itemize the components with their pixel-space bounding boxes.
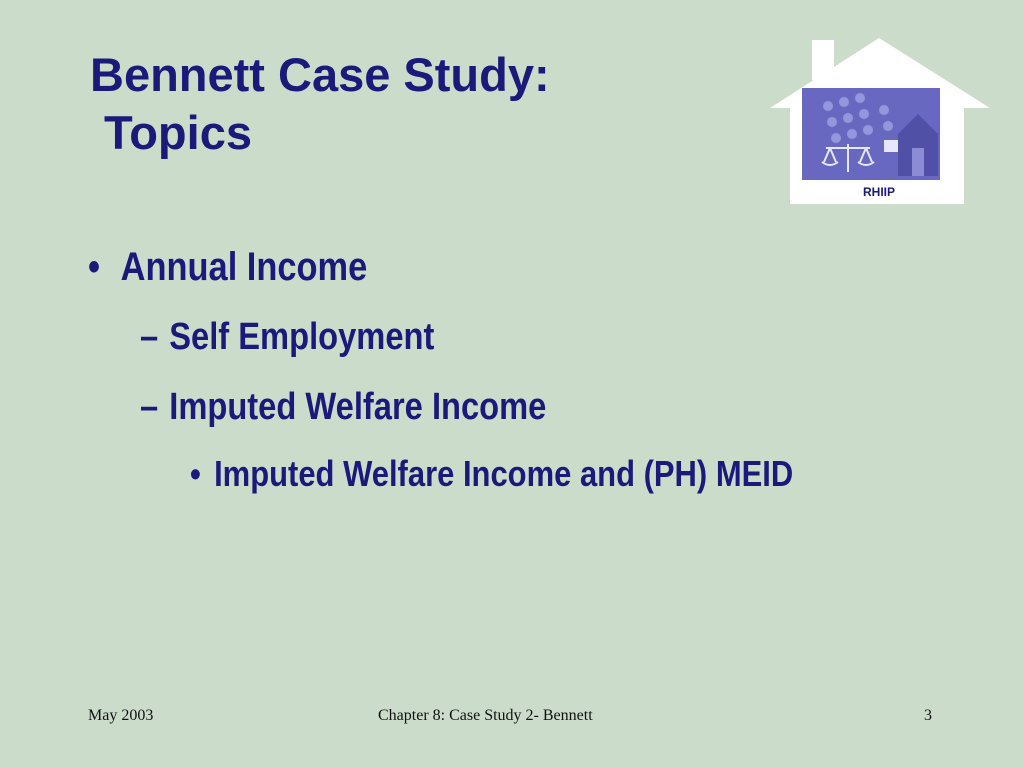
bullet-text: Imputed Welfare Income bbox=[169, 386, 547, 428]
bullet-marker: • bbox=[88, 245, 101, 289]
footer-chapter: Chapter 8: Case Study 2- Bennett bbox=[378, 707, 593, 724]
dash-marker: – bbox=[140, 386, 159, 428]
footer-date: May 2003 bbox=[88, 707, 154, 724]
bullet-text: Imputed Welfare Income and (PH) MEID bbox=[214, 453, 794, 494]
bullet-marker: • bbox=[190, 453, 201, 494]
title-line-1: Bennett Case Study: bbox=[90, 48, 550, 101]
title-line-2: Topics bbox=[104, 106, 252, 159]
slide-title bbox=[90, 46, 550, 162]
logo-label: RHIIP bbox=[862, 185, 896, 199]
bullet-self-employment bbox=[140, 316, 434, 359]
bullet-imputed-welfare-income bbox=[140, 386, 546, 429]
bullet-annual-income bbox=[88, 245, 367, 290]
bullet-text: Annual Income bbox=[120, 245, 368, 289]
dash-marker: – bbox=[140, 316, 159, 358]
footer-page-number: 3 bbox=[924, 707, 932, 724]
bullet-imputed-welfare-meid bbox=[190, 453, 793, 495]
house-logo-icon bbox=[766, 36, 992, 206]
bullet-text: Self Employment bbox=[169, 316, 435, 358]
